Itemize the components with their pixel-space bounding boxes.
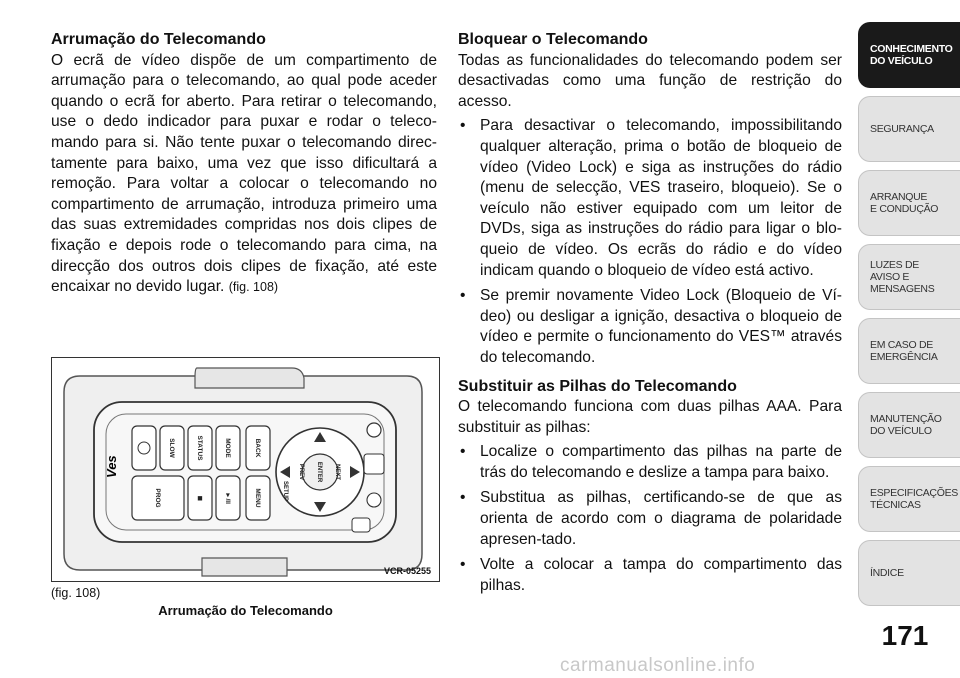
menu-button-label: MENU (254, 488, 261, 508)
batteries-bullet-list (458, 442, 842, 596)
right-column (458, 30, 842, 601)
lock-bullet-list (458, 116, 842, 368)
status-button-label: STATUS (196, 435, 203, 461)
watermark: carmanualsonline.info (560, 655, 756, 676)
section-heading-lock: Bloquear o Telecomando (458, 31, 648, 48)
tab-manutencao-do-veiculo[interactable]: MANUTENÇÃO DO VEÍCULO (858, 392, 960, 458)
remote-brand: Ves (104, 455, 119, 478)
stop-button-label: ■ (197, 493, 203, 503)
list-item: • Volte a colocar a tampa do compartimento das pilhas. (458, 555, 842, 596)
play-pause-button-label: ►/II (224, 492, 231, 504)
chapter-sidebar (858, 22, 960, 614)
tab-seguranca[interactable]: SEGURANÇA (858, 96, 960, 162)
list-item: • Para desactivar o telecomando, impossibilitando qualquer alteração, prima o botão de bloqueio de vídeo (Video Lock) e siga as instruções do rádio (menu de selecção, VES traseiro, bloqueio). Se o veículo não estiver equipado com um leitor de DVDs, siga as instruções do rádio para ligar o blo-queio de vídeo. Os ecrãs do rádio e do vídeo indicam quando o bloqueio de vídeo está activo. (458, 116, 842, 281)
storage-body: O ecrã de vídeo dispõe de um compartimento de arrumação para o telecomando, ao qual pode aceder quando o ecrã for aberto. Para retirar o telecomando, use o dedo indicador para puxar e rodar o teleco-mando para si. Não tente puxar o telecomando direc-tamente para baixo, uma vez que isso dificultará a remoção. Para voltar a colocar o telecomando no compartimento de arrumação, introduza primeiro uma das suas extremidades compridas nos dois clipes de fixação e depois rode o telecomando para cima, na direcção dos outros dois clipes de fixação, até este encaixar no devido lugar. (51, 51, 437, 296)
page-number: 171 (881, 620, 929, 651)
tab-especificacoes-tecnicas[interactable]: ESPECIFICAÇÕES TÉCNICAS (858, 466, 960, 532)
tab-indice[interactable]: ÍNDICE (858, 540, 960, 606)
lock-button-icon (352, 518, 370, 532)
lock-paragraph: Todas as funcionalidades do telecomando podem ser desactivadas como uma função de restrição do acesso. (458, 51, 842, 110)
remote-illustration (52, 358, 438, 580)
prev-label: PREV (298, 463, 304, 481)
setup-label: SETUP (282, 480, 288, 502)
enter-label: ENTER (316, 461, 322, 483)
figure-caption: Arrumação do Telecomando (158, 603, 333, 618)
figure-label: (fig. 108) (51, 586, 101, 600)
power-button-icon (367, 423, 381, 437)
prog-button-label: PROG (154, 488, 161, 508)
section-heading-storage: Arrumação do Telecomando (51, 31, 266, 48)
list-item: • Localize o compartimento das pilhas na parte de trás do telecomando e deslize a tampa para baixo. (458, 442, 842, 483)
mode-button-label: MODE (224, 438, 231, 458)
source-button-icon (364, 454, 384, 474)
storage-paragraph (51, 51, 437, 298)
section-heading-batteries: Substituir as Pilhas do Telecomando (458, 377, 737, 395)
list-item: • Se premir novamente Video Lock (Bloqueio de Ví-deo) ou desligar a ignição, desactiva o bloqueio de vídeo e permite o funcionamento do VES™ através do telecomando. (458, 286, 842, 368)
back-button-label: BACK (254, 438, 261, 458)
light-button-icon (367, 493, 381, 507)
list-item: • Substitua as pilhas, certificando-se de que as orienta de acordo com o diagrama de polaridade apresen-tado. (458, 488, 842, 550)
figure-code: VCR-05255 (383, 566, 431, 576)
tab-arranque-e-conducao[interactable]: ARRANQUE E CONDUÇÃO (858, 170, 960, 236)
tab-conhecimento-do-veiculo[interactable]: CONHECIMENTO DO VEÍCULO (858, 22, 960, 88)
next-label: NEXT (334, 463, 340, 481)
batteries-paragraph: O telecomando funciona com duas pilhas AAA. Para substituir as pilhas: (458, 398, 842, 436)
tab-luzes-de-aviso[interactable]: LUZES DE AVISO E MENSAGENS (858, 244, 960, 310)
slow-button-label: SLOW (168, 438, 175, 458)
remote-figure (51, 357, 440, 582)
figure-reference[interactable]: (fig. 108) (228, 280, 279, 295)
tab-em-caso-de-emergencia[interactable]: EM CASO DE EMERGÊNCIA (858, 318, 960, 384)
left-column (51, 30, 437, 298)
